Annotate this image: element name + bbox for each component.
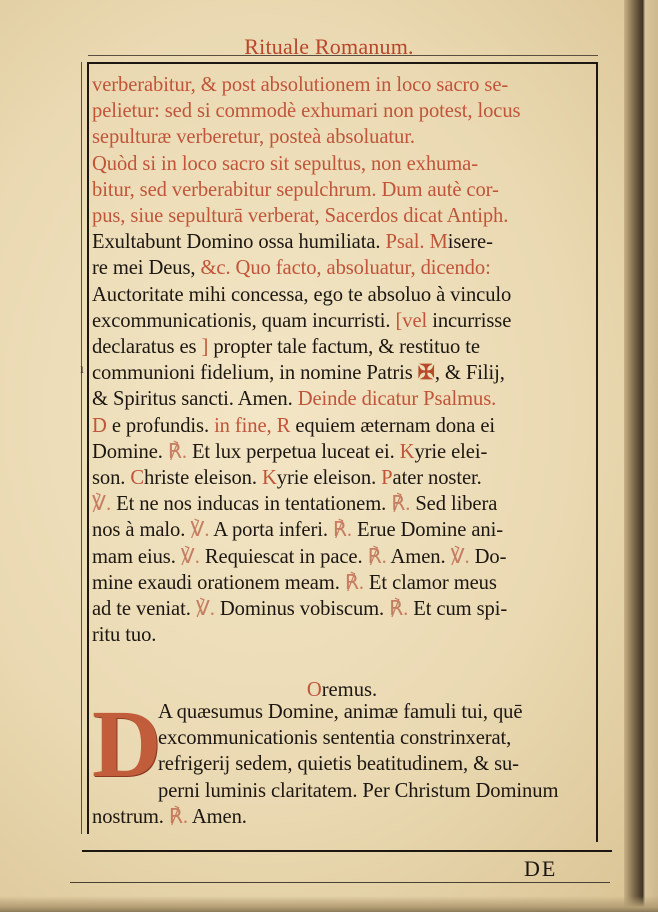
body-line [92, 439, 592, 465]
text-span: excommunicationis, quam incurristi. [92, 309, 396, 332]
text-span: pus, siue sepulturā verberat, Sacerdos dicat Antiph. [92, 205, 509, 227]
frame-rule-left [87, 62, 89, 834]
prayer-line [158, 778, 592, 804]
text-span: ℣. [180, 545, 205, 568]
text-span: ℟. [167, 440, 192, 463]
text-span: mam eius. [92, 545, 181, 568]
text-span: ℟. [391, 493, 416, 516]
text-span: Et lux perpetua luceat ei. [191, 440, 400, 463]
text-span: A quæsumus Domine, animæ famuli tui, quē [158, 701, 523, 723]
text-span: Erue Domine ani- [357, 519, 503, 542]
text-span: ℣. [195, 598, 220, 620]
catchword: DE [524, 856, 558, 881]
body-line [92, 72, 592, 98]
frame-rule-right [596, 62, 598, 842]
text-span: Quòd si in loco sacro sit sepultus, non exhuma- [92, 152, 478, 175]
text-span: perni luminis claritatem. Per Christum Dominum [158, 779, 559, 802]
text-span: verberabitur, & post absolutionem in loco sacro se- [92, 74, 509, 96]
text-span: Requiescat in pace. [204, 545, 368, 568]
frame-rule-bottom [82, 850, 612, 852]
text-span: Auctoritate mihi concessa, ego te absoluo à vinculo [92, 283, 512, 306]
text-span: A porta inferi. [213, 519, 333, 542]
text-span: ater noster. [392, 467, 482, 489]
oremus-initial: O [306, 679, 322, 701]
text-span: Et clamor meus [368, 571, 497, 594]
text-span: pelietur: sed si commodè exhumari non potest, locus [92, 100, 521, 123]
body-line [92, 491, 592, 517]
body-line [92, 360, 592, 386]
frame-rule-bottom-outer [70, 882, 610, 883]
text-span: ] [201, 336, 214, 358]
text-span: K [261, 467, 277, 489]
text-span: ritu tuo. [92, 624, 157, 647]
text-span: Amen. [191, 805, 247, 828]
body-line [92, 622, 592, 648]
margin-mark: ı [80, 362, 84, 377]
text-span: , & Filij, [434, 362, 505, 385]
text-span: ℟. [389, 598, 414, 620]
body-line [92, 413, 592, 439]
text-span: ad te veniat. [92, 598, 196, 620]
text-span: Exultabunt Domino ossa humiliata. [92, 231, 386, 254]
text-span: yrie elei- [414, 440, 488, 463]
text-span: P [381, 467, 393, 489]
text-span: refrigerij sedem, quietis beatitudinem, & su- [158, 753, 519, 776]
book-gutter [624, 0, 658, 912]
body-line [92, 386, 592, 412]
text-span: sepulturæ verberetur, posteà absoluatur. [92, 126, 415, 149]
text-span: e profundis. [106, 414, 215, 437]
body-line [92, 570, 592, 596]
oremus-rest: remus. [321, 679, 378, 701]
body-line [92, 544, 592, 570]
text-span: excommunicationis sententia constrinxerat, [158, 727, 512, 750]
text-span: &c. Quo facto, absoluatur, dicendo: [200, 257, 491, 280]
text-span: son. [92, 467, 131, 489]
text-span: incurrisse [432, 309, 512, 332]
prayer-line [92, 804, 592, 830]
text-span: communioni fidelium, in nomine Patris [92, 362, 418, 385]
text-span: isere- [447, 231, 493, 254]
text-span: Sed libera [415, 493, 498, 516]
text-span: Psal. [385, 231, 430, 254]
page-bottom-edge [0, 896, 658, 912]
body-line [92, 255, 592, 281]
text-span: declaratus es [92, 336, 202, 358]
frame-rule-top [88, 62, 598, 64]
text-span: ✠ [417, 362, 435, 385]
text-span: Dominus vobiscum. [219, 598, 390, 620]
text-span: Et cum spi- [413, 598, 508, 620]
text-span: yrie eleison. [276, 467, 382, 489]
body-line [92, 334, 592, 360]
body-line [92, 229, 592, 255]
text-span: Do- [474, 545, 507, 568]
text-span: M [429, 231, 448, 254]
text-span: Domine. [92, 440, 168, 463]
text-span: ℟. [344, 571, 369, 594]
text-span: Amen. [390, 545, 451, 568]
text-span: in fine, R [214, 414, 291, 437]
body-line [92, 596, 592, 622]
drop-cap: D [92, 690, 162, 797]
body-line [92, 308, 592, 334]
text-span: & Spiritus sancti. Amen. [92, 388, 298, 411]
body-line [92, 203, 592, 229]
text-span: ℣. [190, 519, 214, 542]
text-span: Deinde dicatur Psalmus. [297, 388, 497, 411]
frame-rule-left-outer [81, 62, 82, 834]
text-span: ℣. [450, 545, 475, 568]
body-line [92, 465, 592, 491]
text-span: ℟. [168, 805, 192, 828]
body-line [92, 282, 592, 308]
running-head: Rituale Romanum. [244, 34, 414, 59]
prayer-line [158, 699, 592, 725]
body-line [92, 177, 592, 203]
text-span: nostrum. [92, 805, 169, 828]
prayer-line [158, 751, 592, 777]
text-span: ℣. [92, 493, 117, 516]
text-span: mine exaudi orationem meam. [92, 571, 345, 594]
body-line [92, 124, 592, 150]
body-line [92, 517, 592, 543]
text-span: equiem æternam dona ei [290, 414, 495, 437]
text-span: ℟. [332, 519, 358, 542]
text-span: re mei Deus, [92, 257, 201, 280]
text-span: propter tale factum, & restituo te [213, 336, 480, 358]
text-span: D [92, 414, 107, 437]
body-line [92, 151, 592, 177]
text-span: ℟. [367, 545, 391, 568]
text-span: Et ne nos inducas in tentationem. [116, 493, 392, 516]
text-span: bitur, sed verberabitur sepulchrum. Dum autè cor- [92, 178, 499, 201]
prayer-line [158, 725, 592, 751]
text-span: nos à malo. [92, 519, 191, 542]
text-span: hriste eleison. [144, 467, 262, 489]
text-span: [vel [395, 309, 433, 332]
body-line [92, 98, 592, 124]
text-span: K [399, 440, 415, 463]
text-span: C [130, 467, 145, 489]
